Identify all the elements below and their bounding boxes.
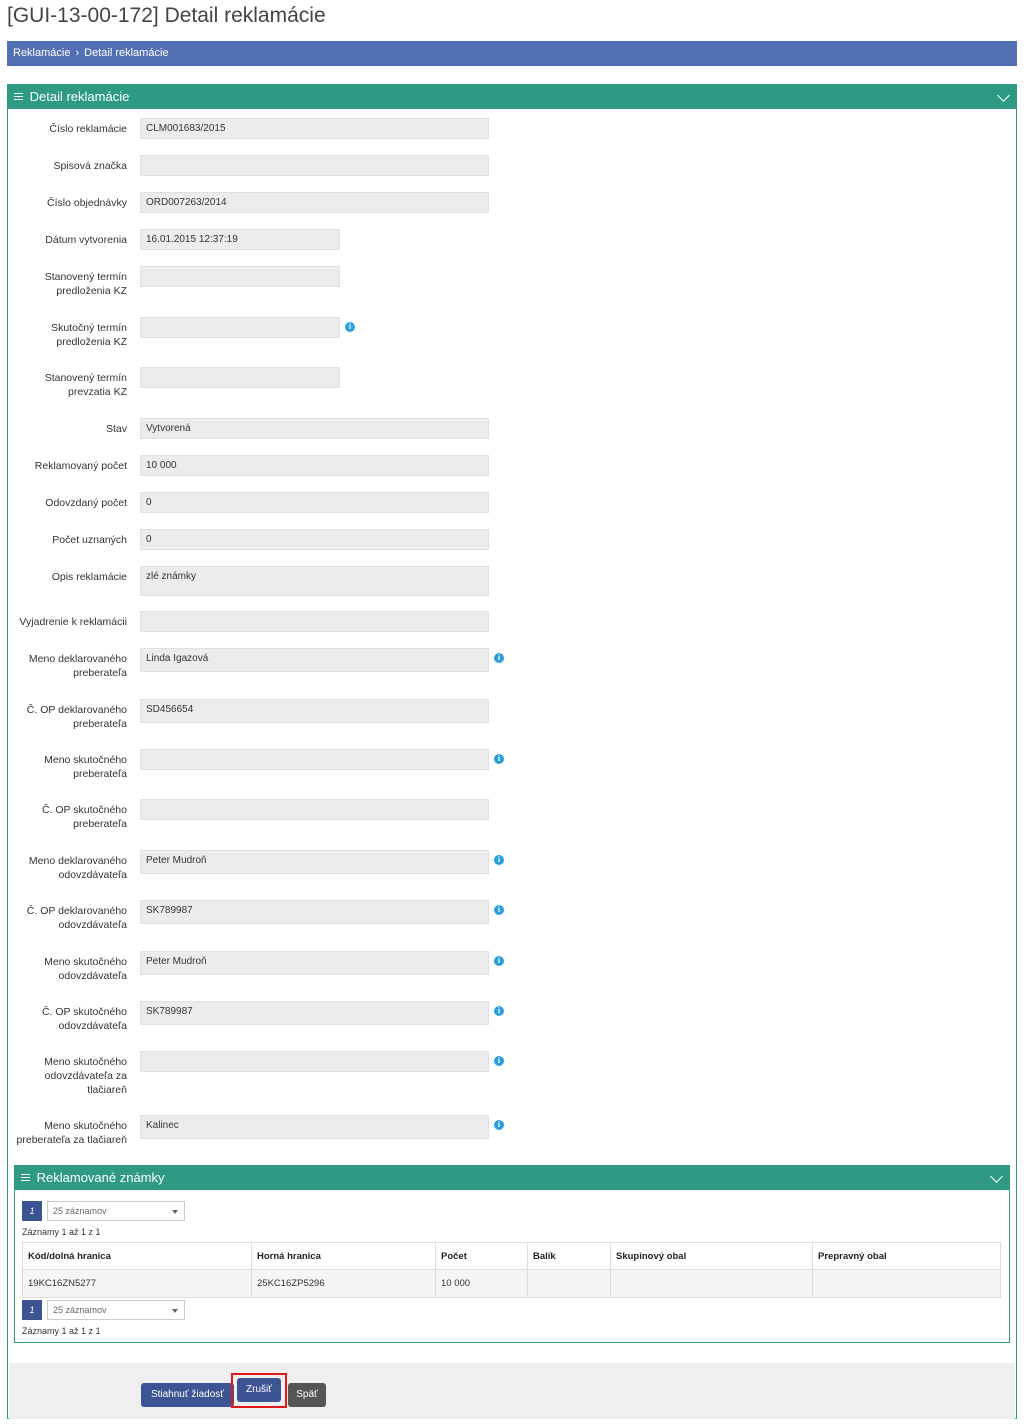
form-label: Reklamovaný počet (34, 460, 127, 472)
chevron-down-icon[interactable] (997, 89, 1010, 102)
table-cell (813, 1270, 1001, 1298)
form-field-input[interactable]: Vytvorená (140, 418, 489, 439)
breadcrumb-separator: › (75, 47, 80, 59)
page-number-button[interactable]: 1 (22, 1300, 42, 1320)
form-label: Meno skutočného preberateľa (44, 754, 127, 780)
breadcrumb-link-reklamacie[interactable]: Reklamácie (13, 47, 71, 59)
download-request-button[interactable]: Stiahnuť žiadosť (141, 1383, 234, 1407)
form-field-input[interactable]: Peter Mudroň (140, 850, 489, 874)
form-field-input[interactable]: 10 000 (140, 455, 489, 476)
form-field-input[interactable]: 16.01.2015 12:37:19 (140, 229, 340, 250)
form-field-input[interactable]: 0 (140, 529, 489, 550)
table-cell: 19KC16ZN5277 (23, 1270, 252, 1298)
page-size-select[interactable] (47, 1201, 185, 1221)
page-size-select[interactable] (47, 1300, 185, 1320)
form-label: Meno deklarovaného odovzdávateľa (28, 855, 127, 881)
menu-icon (21, 1172, 30, 1183)
column-header[interactable]: Horná hranica (252, 1243, 436, 1270)
caret-down-icon (172, 1210, 178, 1214)
detail-panel (7, 84, 1017, 1419)
form-label: Odovzdaný počet (45, 497, 127, 509)
records-info: Záznamy 1 až 1 z 1 (22, 1326, 101, 1336)
form-field-input[interactable] (140, 367, 340, 388)
form-field-input[interactable]: CLM001683/2015 (140, 118, 489, 139)
form-field-input[interactable]: ORD007263/2014 (140, 192, 489, 213)
info-icon[interactable]: i (494, 855, 504, 865)
form-label: Opis reklamácie (51, 571, 127, 583)
form-field-input[interactable] (140, 799, 489, 820)
info-icon[interactable]: i (494, 905, 504, 915)
form-label: Meno deklarovaného preberateľa (28, 653, 127, 679)
form-field-input[interactable] (140, 749, 489, 770)
form-label: Meno skutočného preberateľa za tlačiareň (16, 1120, 127, 1146)
column-header[interactable]: Skupinový obal (611, 1243, 813, 1270)
table-cell (528, 1270, 611, 1298)
form-label: Vyjadrenie k reklamácii (19, 616, 127, 628)
column-header[interactable]: Prepravný obal (813, 1243, 1001, 1270)
action-bar (9, 1363, 1015, 1419)
form-label: Č. OP deklarovaného odovzdávateľa (26, 905, 127, 931)
cancel-button[interactable]: Zrušiť (237, 1378, 281, 1402)
column-header[interactable]: Kód/dolná hranica (23, 1243, 252, 1270)
breadcrumb-current: Detail reklamácie (84, 47, 169, 59)
stamps-panel-header[interactable] (15, 1166, 1009, 1190)
form-label: Skutočný termín predloženia KZ (51, 322, 127, 348)
records-info: Záznamy 1 až 1 z 1 (22, 1227, 101, 1237)
stamps-table (22, 1242, 1001, 1298)
form-field-input[interactable]: SK789987 (140, 1001, 489, 1025)
form-label: Č. OP skutočného preberateľa (41, 804, 127, 830)
form-field-input[interactable]: SK789987 (140, 900, 489, 924)
page-size-value: 25 záznamov (53, 1305, 107, 1315)
form-field-input[interactable] (140, 266, 340, 287)
page-number-button[interactable]: 1 (22, 1201, 42, 1221)
form-field-input[interactable]: 0 (140, 492, 489, 513)
menu-icon (14, 91, 23, 102)
info-icon[interactable]: i (345, 322, 355, 332)
info-icon[interactable]: i (494, 1006, 504, 1016)
info-icon[interactable]: i (494, 653, 504, 663)
form-label: Č. OP skutočného odovzdávateľa (41, 1006, 127, 1032)
table-header-row (23, 1243, 1001, 1270)
table-row[interactable] (23, 1270, 1001, 1298)
table-cell: 25KC16ZP5296 (252, 1270, 436, 1298)
info-icon[interactable]: i (494, 1056, 504, 1066)
form-field-input[interactable]: Kalinec (140, 1115, 489, 1139)
detail-panel-title: Detail reklamácie (29, 89, 130, 104)
stamps-panel (14, 1165, 1010, 1343)
form-label: Meno skutočného odovzdávateľa (44, 956, 127, 982)
info-icon[interactable]: i (494, 956, 504, 966)
column-header[interactable]: Balík (528, 1243, 611, 1270)
info-icon[interactable]: i (494, 1120, 504, 1130)
form-label: Číslo objednávky (47, 197, 127, 209)
info-icon[interactable]: i (494, 754, 504, 764)
form-label: Č. OP deklarovaného preberateľa (26, 704, 127, 730)
form-label: Stanovený termín prevzatia KZ (44, 372, 127, 398)
form-field-input[interactable] (140, 317, 340, 338)
form-label: Dátum vytvorenia (45, 234, 127, 246)
chevron-down-icon[interactable] (990, 1170, 1003, 1183)
page-size-value: 25 záznamov (53, 1206, 107, 1216)
table-cell (611, 1270, 813, 1298)
stamps-panel-title: Reklamované známky (36, 1170, 165, 1185)
form-field-input[interactable] (140, 1051, 489, 1072)
table-cell: 10 000 (436, 1270, 528, 1298)
detail-panel-header[interactable] (8, 85, 1016, 109)
form-field-input[interactable] (140, 611, 489, 632)
form-label: Číslo reklamácie (49, 123, 127, 135)
form-field-input[interactable] (140, 155, 489, 176)
column-header[interactable]: Počet (436, 1243, 528, 1270)
form-label: Meno skutočného odovzdávateľa za tlačiareň (44, 1056, 127, 1096)
form-field-input[interactable]: SD456654 (140, 699, 489, 723)
form-label: Počet uznaných (52, 534, 127, 546)
form-label: Stav (105, 423, 127, 435)
breadcrumb (7, 41, 1017, 66)
form-label: Spisová značka (53, 160, 127, 172)
form-field-input[interactable]: zlé známky (140, 566, 489, 596)
caret-down-icon (172, 1309, 178, 1313)
back-button[interactable]: Späť (288, 1383, 326, 1407)
form-field-input[interactable]: Linda Igazová (140, 648, 489, 672)
form-field-input[interactable]: Peter Mudroň (140, 951, 489, 975)
page-title: [GUI-13-00-172] Detail reklamácie (7, 4, 326, 27)
form-label: Stanovený termín predloženia KZ (44, 271, 127, 297)
